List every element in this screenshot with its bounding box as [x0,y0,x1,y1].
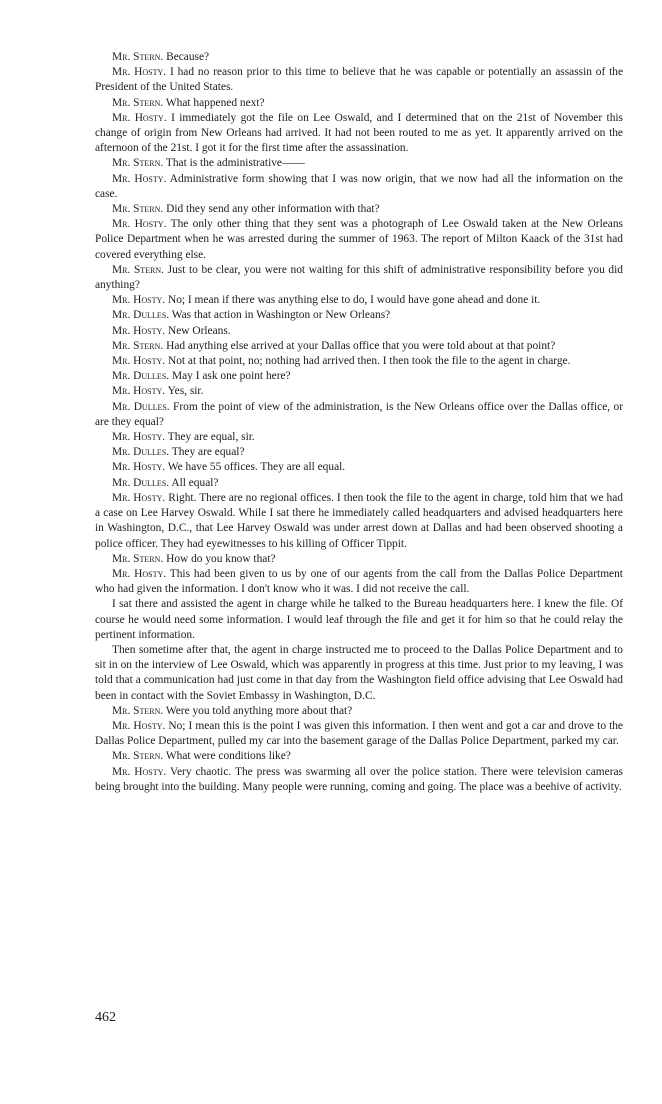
speech-text: I sat there and assisted the agent in charge while he talked to the Bureau headquarters here. I knew the file. Of course he would need some information. I would leaf through the file and get it for him so that he could relay the pertinent information. [95,598,623,641]
transcript-paragraph [95,354,623,369]
transcript-paragraph [95,749,623,764]
speaker-name: Mr. Hosty. [112,355,166,368]
speaker-name: Mr. Dulles. [112,400,170,413]
transcript-paragraph [95,172,623,202]
speech-text: Very chaotic. The press was swarming all over the police station. There were television cameras being brought into the building. Many people were running, coming and going. The place was a beehive of activity. [95,765,623,793]
page-number: 462 [95,1010,116,1025]
speech-text: This had been given to us by one of our agents from the call from the Dallas Police Department who had given the information. I don't know who it was. I did not receive the call. [95,567,623,596]
transcript-paragraph [95,111,623,157]
speech-text: I had no reason prior to this time to believe that he was capable or potentially an assassin of the President of the United States. [95,66,624,94]
speaker-name: Mr. Hosty. [112,461,166,474]
speech-text: I immediately got the file on Lee Oswald, and I determined that on the 21st of November this change of origin from New Orleans had arrived. It had not been routed to me as yet. It apparently arrived on the afternoon of the 21st. I got it for the first time after the assassination. [95,111,623,155]
speech-text: No; I mean if there was anything else to do, I would have gone ahead and done it. [167,294,541,307]
speaker-name: Mr. Stern. [112,157,164,170]
transcript-paragraph [95,65,623,95]
speaker-name: Mr. Hosty. [112,765,167,778]
speaker-name: Mr. Hosty. [112,294,166,307]
speaker-name: Mr. Dulles. [112,446,170,459]
transcript-paragraph [95,704,623,719]
speech-text: Was that action in Washington or New Orleans? [171,309,391,322]
speech-text: Administrative form showing that I was now origin, that we now had all the information on the case. [95,172,623,200]
speech-text: From the point of view of the administration, is the New Orleans office over the Dallas office, or are they equal? [95,400,623,428]
transcript-paragraph [95,50,623,65]
speaker-name: Mr. Stern. [112,51,164,63]
speech-text: Not at that point, no; nothing had arrived then. I then took the file to the agent in charge. [167,355,571,368]
transcript-paragraph [95,293,623,308]
speech-text: Right. There are no regional offices. I then took the file to the agent in charge, told him that we had a case on Lee Harvey Oswald. While I sat there he immediately called headquarters and advised headquarters here in Washington, D.C., that Lee Harvey Oswald was under arrest down at Dallas and had been observed shooting a police officer. They had eyewitnesses to his killing of Officer Tippit. [95,491,623,550]
transcript-paragraph [95,384,623,399]
transcript-paragraph [95,765,623,795]
speaker-name: Mr. Stern. [112,96,164,109]
speaker-name: Mr. Hosty. [112,567,167,580]
transcript-paragraph [95,217,623,263]
transcript-paragraph [95,96,623,111]
speaker-name: Mr. Hosty. [112,719,166,732]
speech-text: May I ask one point here? [171,370,291,383]
speech-text: Were you told anything more about that? [165,704,353,717]
speech-text: No; I mean this is the point I was given this information. I then went and got a car and drove to the Dallas Police Department, pulled my car into the basement garage of the Dallas Police Department, parked my car. [95,719,623,748]
speaker-name: Mr. Hosty. [112,324,166,337]
speaker-name: Mr. Stern. [112,750,164,763]
speech-text: All equal? [171,476,219,489]
speaker-name: Mr. Hosty. [112,66,167,79]
speech-text: Did they send any other information with that? [166,203,380,216]
transcript-paragraph [95,369,623,384]
transcript-paragraph [95,308,623,323]
speaker-name: Mr. Hosty. [112,172,167,185]
speech-text: That is the administrative—— [165,157,305,170]
speaker-name: Mr. Dulles. [112,309,170,322]
speech-text: We have 55 offices. They are all equal. [167,461,346,474]
speech-text: They are equal? [171,446,245,459]
speech-text: New Orleans. [167,324,231,337]
speaker-name: Mr. Stern. [112,263,165,276]
transcript-paragraph [95,339,623,354]
transcript-paragraph [95,400,623,430]
transcript-paragraph [95,324,623,339]
speaker-name: Mr. Stern. [112,339,164,352]
speech-text: Because? [166,51,210,63]
speech-text: They are equal, sir. [167,431,255,444]
transcript-paragraph [95,597,623,643]
speaker-name: Mr. Dulles. [112,476,170,489]
speaker-name: Mr. Dulles. [112,370,170,383]
transcript-paragraph [95,567,623,597]
transcript-paragraph [95,430,623,445]
transcript-paragraph [95,202,623,217]
speaker-name: Mr. Hosty. [112,111,167,124]
speech-text: What were conditions like? [165,750,291,763]
speaker-name: Mr. Hosty. [112,385,166,398]
transcript-paragraph [95,156,623,171]
speaker-name: Mr. Hosty. [112,218,167,231]
speaker-name: Mr. Stern. [112,203,164,216]
transcript-paragraph [95,445,623,460]
transcript-paragraph [95,491,623,552]
transcript-body [95,50,623,795]
transcript-paragraph [95,476,623,491]
speaker-name: Mr. Hosty. [112,431,166,444]
speaker-name: Mr. Stern. [112,704,164,717]
speech-text: Yes, sir. [167,385,204,398]
speech-text: Then sometime after that, the agent in charge instructed me to proceed to the Dallas Police Department and to sit in on the interview of Lee Oswald, which was apparently in progress at this time. Just prior to my leaving, I was told that a communication had just come in that day from the Washington field office advising that Lee Oswald had been in contact with the Soviet Embassy in Washington, D.C. [95,643,623,702]
transcript-paragraph [95,719,623,749]
speaker-name: Mr. Stern. [112,552,164,565]
speech-text: What happened next? [165,96,265,109]
transcript-paragraph [95,460,623,475]
transcript-paragraph [95,552,623,567]
speech-text: The only other thing that they sent was a photograph of Lee Oswald taken at the New Orleans Police Department when he was arrested during the summer of 1963. The report of Milton Kaack of the 31st had covered everything else. [95,218,623,261]
speaker-name: Mr. Hosty. [112,491,166,504]
speech-text: How do you know that? [166,552,276,565]
speech-text: Just to be clear, you were not waiting for this shift of administrative responsibility before you did anything? [95,263,623,292]
transcript-paragraph [95,643,623,704]
speech-text: Had anything else arrived at your Dallas office that you were told about at that point? [166,339,556,352]
transcript-paragraph [95,263,623,293]
